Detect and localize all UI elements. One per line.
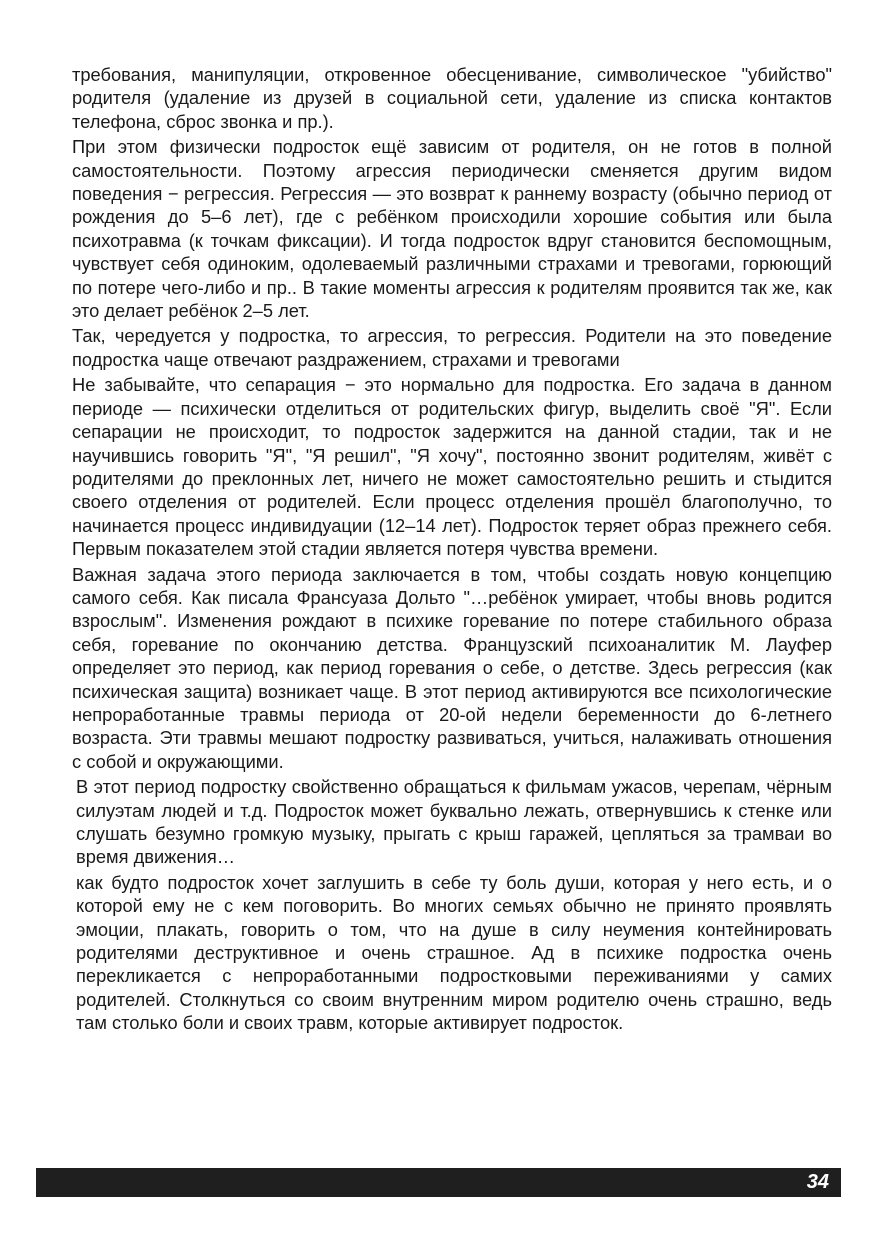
page-body-text [72, 63, 832, 1035]
paragraph-4: Не забывайте, что сепарация − это нормально для подростка. Его задача в данном периоде — психически отделиться от родительских фигур, выделить своё "Я". Если сепарации не происходит, то подросток задержится на данной стадии, так и не научившись говорить "Я", "Я решил", "Я хочу", постоянно звонит родителям, живёт с родителями до преклонных лет, ничего не может самостоятельно решить и стыдится своего отделения от родителей. Если процесс отделения прошёл благополучно, то начинается процесс индивидуации (12–14 лет). Подросток теряет образ прежнего себя. Первым показателем этой стадии является потеря чувства времени. [72, 374, 832, 560]
paragraph-2: При этом физически подросток ещё зависим от родителя, он не готов в полной самостоятельности. Поэтому агрессия периодически сменяется другим видом поведения − регрессия. Регрессия — это возврат к раннему возрасту (обычно период от рождения до 5–6 лет), где с ребёнком происходили хорошие события или была психотравма (к точкам фиксации). И тогда подросток вдруг становится беспомощным, чувствует себя одиноким, одолеваемый различными страхами и тревогами, горюющий по потере чего-либо и пр.. В такие моменты агрессия к родителям проявится так же, как это делает ребёнок 2–5 лет. [72, 136, 832, 322]
page-footer-bar [36, 1168, 841, 1197]
paragraph-3: Так, чередуется у подростка, то агрессия, то регрессия. Родители на это поведение подростка чаще отвечают раздражением, страхами и тревогами [72, 325, 832, 370]
paragraph-6: В этот период подростку свойственно обращаться к фильмам ужасов, черепам, чёрным силуэтам людей и т.д. Подросток может буквально лежать, отвернувшись к стенке или слушать безумно громкую музыку, прыгать с крыш гаражей, цепляться за трамваи во время движения… [76, 776, 832, 868]
paragraph-7: как будто подросток хочет заглушить в себе ту боль души, которая у него есть, и о которой ему не с кем поговорить. Во многих семьях обычно не принято проявлять эмоции, плакать, говорить о том, что на душе в силу неумения контейнировать родителями деструктивное и очень страшное. Ад в психике подростка очень перекликается с непроработанными подростковыми переживаниями у самих родителей. Столкнуться со своим внутренним миром родителю очень страшно, ведь там столько боли и своих травм, которые активирует подросток. [76, 871, 832, 1034]
paragraph-5: Важная задача этого периода заключается в том, чтобы создать новую концепцию самого себя. Как писала Франсуаза Дольто "…ребёнок умирает, чтобы вновь родится взрослым". Изменения рождают в психике горевание по потере стабильного образа себя, горевание по окончанию детства. Французский психоаналитик М. Лауфер определяет это период, как период горевания о себе, о детстве. Здесь регрессия (как психическая защита) возникает чаще. В этот период активируются все психологические непроработанные травмы периода от 20-ой недели беременности до 6-летнего возраста. Эти травмы мешают подростку развиваться, учиться, налаживать отношения с собой и окружающими. [72, 563, 832, 772]
page-number: 34 [806, 1171, 829, 1193]
paragraph-1: требования, манипуляции, откровенное обесценивание, символическое "убийство" родителя (удаление из друзей в социальной сети, удаление из списка контактов телефона, сброс звонка и пр.). [72, 64, 832, 132]
